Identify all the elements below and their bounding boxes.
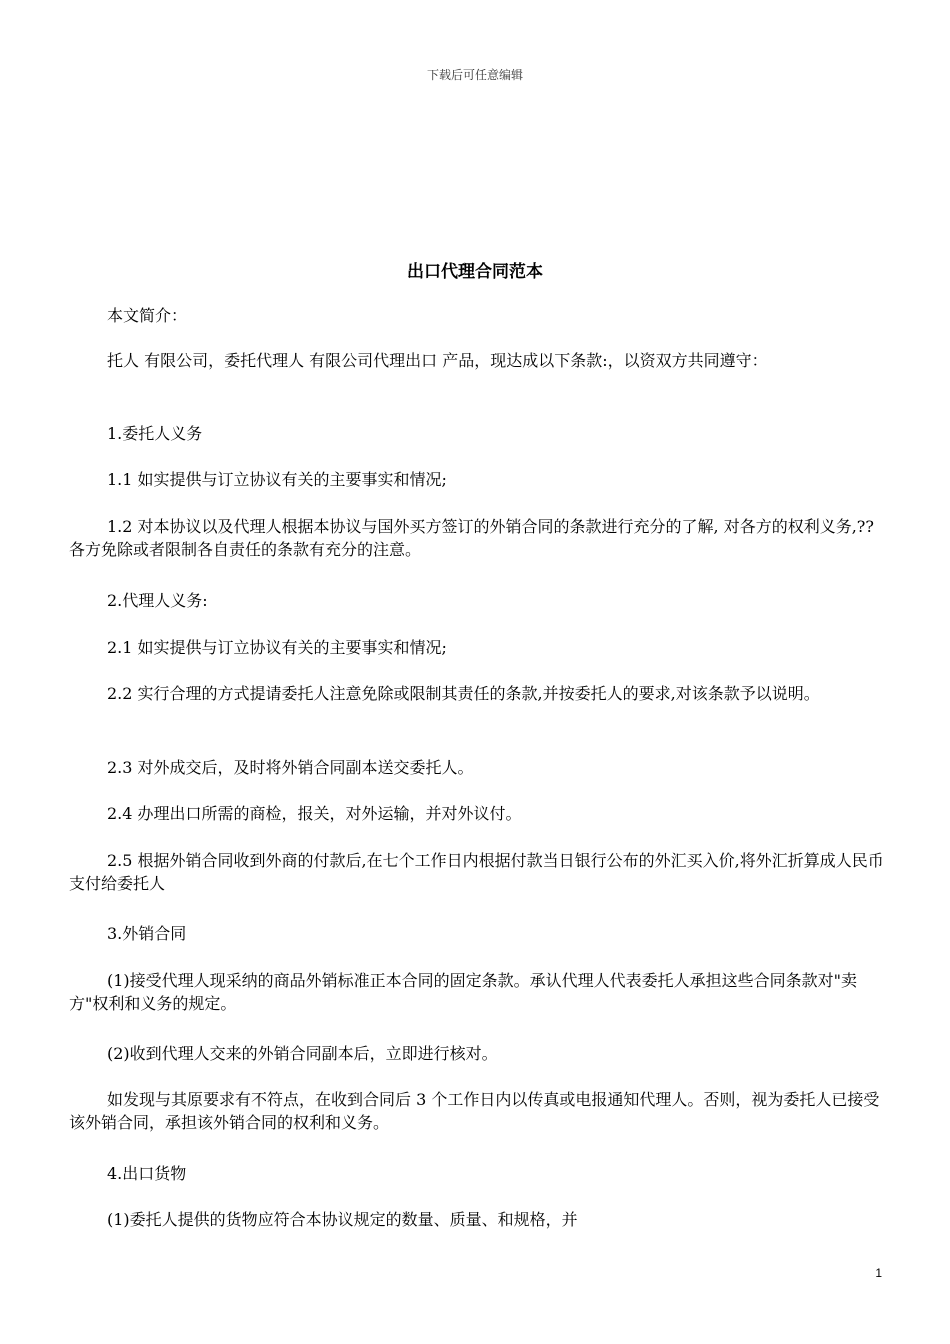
paragraph-1-1: 1.1 如实提供与订立协议有关的主要事实和情况; (107, 470, 447, 489)
section-heading-agent-duties: 2.代理人义务: (107, 591, 208, 610)
paragraph-intro-text: 托人 有限公司，委托代理人 有限公司代理出口 产品，现达成以下条款:，以资双方共同遵守： (107, 351, 768, 370)
paragraph-2-2: 2.2 实行合理的方式提请委托人注意免除或限制其责任的条款,并按委托人的要求,对该条款予以说明。 (107, 684, 820, 703)
section-heading-export-goods: 4.出口货物 (107, 1164, 187, 1183)
paragraph-3-2-detail: 如发现与其原要求有不符点，在收到合同后 3 个工作日内以传真或电报通知代理人。否则，视为委托人已接受该外销合同，承担该外销合同的权利和义务。 (69, 1090, 880, 1132)
paragraph-4-1: (1)委托人提供的货物应符合本协议规定的数量、质量、和规格，并 (107, 1210, 578, 1229)
paragraph-2-3: 2.3 对外成交后，及时将外销合同副本送交委托人。 (107, 758, 474, 777)
paragraph-3-2: (2)收到代理人交来的外销合同副本后，立即进行核对。 (107, 1044, 498, 1063)
paragraph-3-1: (1)接受代理人现采纳的商品外销标准正本合同的固定条款。承认代理人代表委托人承担这些合同条款对"卖方"权利和义务的规定。 (69, 971, 858, 1013)
page-number: 1 (875, 1266, 882, 1280)
paragraph-1-2: 1.2 对本协议以及代理人根据本协议与国外买方签订的外销合同的条款进行充分的了解, 对各方的权利义务,?? 各方免除或者限制各自责任的条款有充分的注意。 (69, 517, 874, 559)
section-heading-client-duties: 1.委托人义务 (107, 424, 203, 443)
document-title: 出口代理合同范本 (407, 262, 543, 282)
section-heading-export-contract: 3.外销合同 (107, 924, 187, 943)
paragraph-intro-label: 本文简介： (107, 306, 188, 325)
paragraph-2-5: 2.5 根据外销合同收到外商的付款后,在七个工作日内根据付款当日银行公布的外汇买入价,将外汇折算成人民币支付给委托人 (69, 851, 884, 893)
paragraph-2-1: 2.1 如实提供与订立协议有关的主要事实和情况; (107, 638, 447, 657)
header-note: 下载后可任意编辑 (426, 68, 523, 82)
paragraph-2-4: 2.4 办理出口所需的商检，报关，对外运输，并对外议付。 (107, 804, 522, 823)
